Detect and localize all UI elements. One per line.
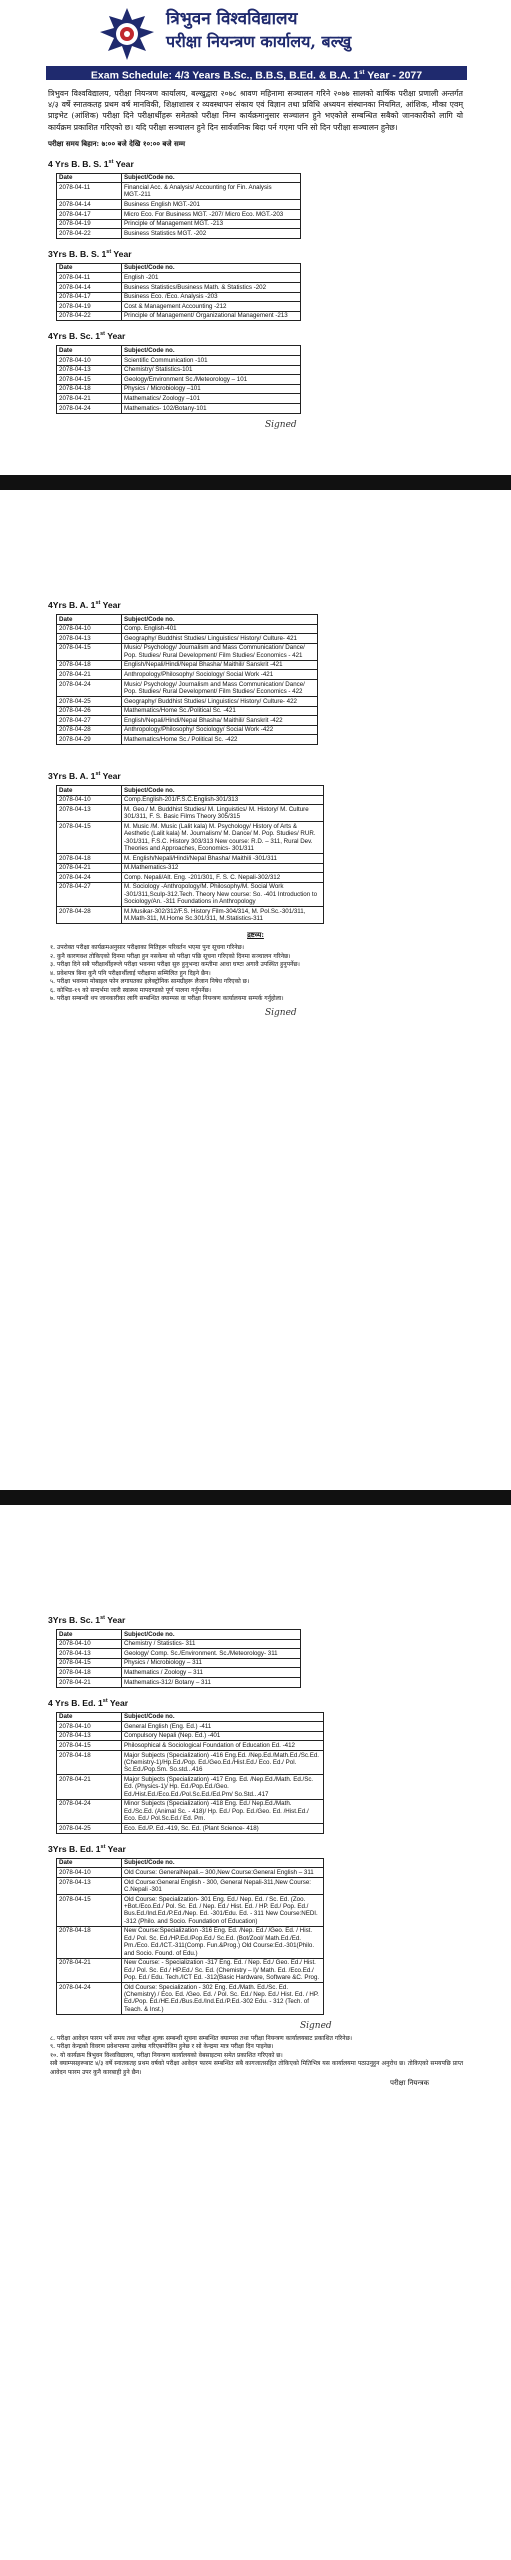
table-row	[57, 292, 301, 302]
exam-date: 2078-04-13	[57, 365, 122, 375]
table-row	[57, 706, 318, 716]
section-title: 3Yrs B. A. 1st Year	[48, 770, 121, 781]
exam-date: 2078-04-13	[57, 634, 122, 644]
exam-date: 2078-04-21	[57, 1958, 122, 1982]
subject-code: Business Statistics MGT. -202	[122, 229, 301, 239]
subject-code: M.Mathematics-312	[122, 863, 324, 873]
subject-code: Chemistry / Statistics- 311	[122, 1639, 301, 1649]
schedule-table	[56, 173, 301, 239]
table-row	[57, 1731, 324, 1741]
exam-date: 2078-04-21	[57, 670, 122, 680]
page-3	[0, 1505, 511, 2560]
table-row	[57, 873, 324, 883]
exam-date: 2078-04-21	[57, 863, 122, 873]
subject-code: English -201	[122, 273, 301, 283]
note-item: ९. परीक्षा केन्द्रको विवरण प्रवेशपत्रमा उल्लेख गरिएबमोजिम हुनेछ र सो केन्द्रमा मात्र परीक्षा दिन पाइनेछ।	[50, 2043, 274, 2051]
exam-date: 2078-04-17	[57, 210, 122, 220]
section-title: 3Yrs B. B. S. 1st Year	[48, 248, 132, 259]
exam-date: 2078-04-10	[57, 1868, 122, 1878]
note-item: १. उपरोक्त परीक्षा कार्यक्रमअनुसार परीक्षाका मितिहरू परिवर्तन भएमा पुनः सूचना गरिनेछ।	[50, 944, 245, 952]
notes-list	[50, 2035, 463, 2078]
note-item: २. कुनै कारणवश तोकिएको दिनमा परीक्षा हुन नसकेमा सो परीक्षा पछि सूचना गरिएको दिनमा सञ्चालन गरिनेछ।	[50, 952, 291, 960]
subject-code: Compulsory Nepali (Nep. Ed.) -401	[122, 1731, 324, 1741]
date-column-header: Date	[57, 1630, 122, 1640]
subject-code: Business English MGT.-201	[122, 200, 301, 210]
signature: Signed	[300, 2020, 332, 2031]
table-row	[57, 1668, 301, 1678]
section-title: 4 Yrs B. Ed. 1st Year	[48, 1697, 129, 1708]
subject-code: Mathematics-312/ Botany – 311	[122, 1677, 301, 1687]
table-row	[57, 384, 301, 394]
table-row	[57, 1639, 301, 1649]
exam-date: 2078-04-10	[57, 624, 122, 634]
office-name: परीक्षा नियन्त्रण कार्यालय, बल्खु	[166, 32, 352, 51]
table-row	[57, 1677, 301, 1687]
exam-date: 2078-04-19	[57, 302, 122, 312]
subject-code: Mathematics/ Zoology –101	[122, 394, 301, 404]
table-row	[57, 907, 324, 924]
controller-title: परीक्षा नियन्त्रक	[390, 2079, 429, 2088]
exam-date: 2078-04-10	[57, 1639, 122, 1649]
subject-code: Business Statistics/Business Math. & Statistics -202	[122, 282, 301, 292]
exam-date: 2078-04-15	[57, 1658, 122, 1668]
note-item: ५. परीक्षा भवनमा मोबाइल फोन लगायतका इलेक्ट्रोनिक सामग्रीहरू लैजान निषेध गरिएको छ।	[50, 978, 250, 986]
subject-code: Comp.English-201/F.S.C.English-301/313	[122, 795, 324, 805]
subject-code: Old Course:General English - 300, General Nepali-311,New Course: C.Nepali -301	[122, 1877, 324, 1894]
exam-date: 2078-04-27	[57, 882, 122, 906]
subject-code: Comp. English-401	[122, 624, 318, 634]
exam-date: 2078-04-18	[57, 853, 122, 863]
schedule-table	[56, 263, 301, 322]
schedule-table	[56, 1858, 324, 2015]
table-row	[57, 716, 318, 726]
table-header-row	[57, 173, 301, 183]
table-row	[57, 210, 301, 220]
subject-code: Mathematics / Zoology – 311	[122, 1668, 301, 1678]
table-row	[57, 311, 301, 321]
exam-date: 2078-04-25	[57, 696, 122, 706]
exam-date: 2078-04-19	[57, 219, 122, 229]
subject-code: Financial Acc. & Analysis/ Accounting for Fin. Analysis MGT.-211	[122, 183, 301, 200]
subject-code: Mathematics/Home Sc./ Political Sc. -422	[122, 735, 318, 745]
table-row	[57, 1649, 301, 1659]
table-row	[57, 624, 318, 634]
table-row	[57, 1658, 301, 1668]
page-2	[0, 490, 511, 1490]
note-item: ६. कोभिड-१९ को सन्दर्भमा जारी स्वास्थ्य मापदण्डको पूर्ण पालना गर्नुपर्नेछ।	[50, 986, 212, 994]
table-header-row	[57, 263, 301, 273]
subject-code: Physics / Microbiology – 311	[122, 1658, 301, 1668]
exam-date: 2078-04-17	[57, 292, 122, 302]
exam-date: 2078-04-24	[57, 873, 122, 883]
exam-date: 2078-04-28	[57, 725, 122, 735]
subject-code: Old Course: GeneralNepali.– 300,New Course:General English – 311	[122, 1868, 324, 1878]
exam-date: 2078-04-11	[57, 183, 122, 200]
table-row	[57, 1824, 324, 1834]
exam-date: 2078-04-18	[57, 384, 122, 394]
section-title: 4Yrs B. Sc. 1st Year	[48, 331, 126, 342]
exam-date: 2078-04-15	[57, 375, 122, 385]
subject-code: Geology/Environment Sc./Meteorology – 101	[122, 375, 301, 385]
subject-code: Principle of Management/ Organizational Management -213	[122, 311, 301, 321]
subject-code: General English (Eng. Ed.) -411	[122, 1722, 324, 1732]
subject-code: Micro Eco. For Business MGT. -207/ Micro Eco. MGT.-203	[122, 210, 301, 220]
subject-code: Chemistry/ Statistics-101	[122, 365, 301, 375]
subject-code: Geography/ Buddhist Studies/ Linguistics/ History/ Culture- 421	[122, 634, 318, 644]
exam-schedule-banner: Exam Schedule: 4/3 Years B.Sc., B.B.S, B.Ed. & B.A. 1st Year - 2077	[46, 66, 467, 80]
subject-code: Mathematics- 102/Botany-101	[122, 403, 301, 413]
subject-code: Philosophical & Sociological Foundation of Education Ed. -412	[122, 1741, 324, 1751]
table-row	[57, 853, 324, 863]
subject-code: M.Musikar-302/312/F.S. History Film-304/314, M. Pol.Sc.-301/311, M.Math-311, M.Home Sc.301/311, M.Statistics-311	[122, 907, 324, 924]
table-row	[57, 725, 318, 735]
exam-date: 2078-04-13	[57, 1731, 122, 1741]
exam-date: 2078-04-14	[57, 282, 122, 292]
subject-column-header: Subject/Code no.	[122, 785, 324, 795]
tribhuvan-university-logo	[96, 6, 158, 66]
exam-date: 2078-04-15	[57, 822, 122, 854]
date-column-header: Date	[57, 1712, 122, 1722]
exam-date: 2078-04-15	[57, 1741, 122, 1751]
table-row	[57, 696, 318, 706]
subject-code: Music/ Psychology/ Journalism and Mass Communication/ Dance/ Pop. Studies/ Rural Development/ Film Studies/ Economics - 422	[122, 679, 318, 696]
table-row	[57, 822, 324, 854]
schedule-table	[56, 785, 324, 924]
exam-date: 2078-04-24	[57, 1982, 122, 2014]
table-row	[57, 302, 301, 312]
exam-date: 2078-04-26	[57, 706, 122, 716]
subject-code: Major Subjects (Specialization) -416 Eng.Ed. /Nep.Ed./Math.Ed./Sc.Ed. (Chemistry-1)/Hp.Ed./Pop. Ed./Geo.Ed./Hist.Ed./ Eco. Ed./ Pol. Sc.Ed./Pop.Sm. So.std...416	[122, 1750, 324, 1774]
subject-code: Anthropology/Philosophy/ Sociology/ Social Work -421	[122, 670, 318, 680]
table-row	[57, 219, 301, 229]
table-row	[57, 805, 324, 822]
subject-column-header: Subject/Code no.	[122, 1858, 324, 1868]
date-column-header: Date	[57, 263, 122, 273]
signature: Signed	[265, 419, 297, 430]
exam-date: 2078-04-15	[57, 643, 122, 660]
table-row	[57, 679, 318, 696]
notes-list	[50, 944, 463, 1004]
subject-code: English/Nepali/Hindi/Nepal Bhasha/ Maithili/ Sanskrit -421	[122, 660, 318, 670]
subject-code: Eco. Ed./P. Ed.-419, Sc. Ed. (Plant Science- 418)	[122, 1824, 324, 1834]
date-column-header: Date	[57, 173, 122, 183]
subject-code: Business Eco. /Eco. Analysis -203	[122, 292, 301, 302]
table-row	[57, 643, 318, 660]
date-column-header: Date	[57, 615, 122, 625]
table-row	[57, 634, 318, 644]
table-row	[57, 1926, 324, 1958]
intro-paragraph: त्रिभुवन विश्वविद्यालय, परीक्षा नियन्त्रण कार्यालय, बल्खुद्वारा २०७८ श्रावण महिनामा सञ्चालन गरिने २०७७ सालको वार्षिक परीक्षा प्रणाली अन्तर्गत ४/३ वर्षे स्नातकतह प्रथम वर्ष मानविकी, शिक्षाशास्त्र र व्यवस्थापन संकाय एवं विज्ञान तथा प्रविधि अध्ययन संस्थानका नियमित, आंशिक, मौका एवम् प्राइभेट (आंशिक) परीक्षा दिने परीक्षार्थीहरू समेतको परीक्षा निम्न कार्यक्रमानुसार सञ्चालन हुने भएकोले सम्बन्धित सबैको जानकारीको लागि यो कार्यक्रम प्रकाशित गरिएको छ। यदि परीक्षा सञ्चालन हुने दिन सार्वजनिक बिदा पर्न गएमा पनि सो दिन परीक्षा सञ्चालन हुनेछ।	[48, 89, 463, 132]
schedule-table	[56, 614, 318, 745]
table-row	[57, 403, 301, 413]
table-row	[57, 1799, 324, 1823]
exam-date: 2078-04-21	[57, 1775, 122, 1799]
note-item: ८. परीक्षा आवेदन फारम भर्ने समय तथा परीक्षा शुल्क सम्बन्धी सूचना सम्बन्धित क्याम्पस तथा परीक्षा नियन्त्रण कार्यालयबाट प्रकाशित गरिनेछ।	[50, 2034, 353, 2042]
subject-code: Old Course: Specialization- 301 Eng. Ed./ Nep. Ed. / Sc. Ed. (Zoo. +Bot./Eco.Ed./ Pol. Sc. Ed. / Nep. Ed./ Hist. Ed. / HP. Ed./ Pop. Ed./ Bus.Ed./Ind.Ed./P.Ed./Nep. Ed. -301/Edu. Ed. - 311 New Course:NEDI. -312 (Philo. and Socio. Foundation of Education)	[122, 1894, 324, 1926]
date-column-header: Date	[57, 785, 122, 795]
note-item: ३. परीक्षा दिने सबै परीक्षार्थीहरूले परीक्षा भवनमा परीक्षा सुरु हुनुभन्दा कम्तीमा आधा घण्टा अगावै उपस्थित हुनुपर्नेछ।	[50, 961, 300, 969]
table-row	[57, 200, 301, 210]
table-header-row	[57, 1630, 301, 1640]
table-row	[57, 1868, 324, 1878]
table-row	[57, 375, 301, 385]
section-title: 4Yrs B. A. 1st Year	[48, 600, 121, 610]
subject-column-header: Subject/Code no.	[122, 346, 301, 356]
exam-date: 2078-04-13	[57, 1877, 122, 1894]
subject-code: Geography/ Buddhist Studies/ Linguistics/ History/ Culture- 422	[122, 696, 318, 706]
page-separator	[0, 475, 511, 490]
section-title: 3Yrs B. Sc. 1st Year	[48, 1615, 126, 1625]
table-row	[57, 735, 318, 745]
note-item: सबै क्याम्पसहरूबाट ४/३ वर्षे स्नातकतह प्रथम वर्षको परीक्षा आवेदन फारम सम्बन्धित सबै कागजातसहित तोकिएको मितिभित्र यस कार्यालयमा पठाउनुहुन अनुरोध छ। तोकिएको समयपछि प्राप्त आवेदन फारम उपर कुनै कारबाही हुने छैन।	[50, 2060, 463, 2076]
exam-date: 2078-04-10	[57, 355, 122, 365]
exam-date: 2078-04-24	[57, 403, 122, 413]
subject-code: M. English/Nepali/Hindi/Nepal Bhasha/ Maithili -301/311	[122, 853, 324, 863]
table-header-row	[57, 1712, 324, 1722]
subject-column-header: Subject/Code no.	[122, 615, 318, 625]
table-header-row	[57, 785, 324, 795]
subject-code: New Course:Specialization -316 Eng. Ed. /Nep. Ed./ /Geo. Ed. / Hist. Ed./ Pol. Sc. Ed./HP.Ed./Pop.Ed./ Sc.Ed. (Bot/Zool/ Math.Ed./Ed. Pm./Eco. Ed./ICT.-311(Comp. Fun.&Prog.) Old Course:Ed.-301(Philo. and Socio. Found. of Edu.)	[122, 1926, 324, 1958]
table-row	[57, 1877, 324, 1894]
subject-code: Mathematics/Home Sc./Political Sc. -421	[122, 706, 318, 716]
exam-time: परीक्षा समय बिहान: ७:०० बजे देखि १०:०० बजे सम्म	[48, 138, 186, 148]
table-row	[57, 273, 301, 283]
notes-heading: द्रष्टव्य:	[247, 930, 264, 940]
exam-date: 2078-04-21	[57, 394, 122, 404]
table-row	[57, 1750, 324, 1774]
exam-date: 2078-04-13	[57, 805, 122, 822]
exam-date: 2078-04-27	[57, 716, 122, 726]
table-row	[57, 282, 301, 292]
table-row	[57, 365, 301, 375]
table-row	[57, 1722, 324, 1732]
subject-code: Major Subjects (Specialization) -417 Eng. Ed. /Nep.Ed./Math. Ed./Sc. Ed. (Physics-1)/ Hp. Ed./Pop.Ed./Geo. Ed./Hist.Ed./Eco.Ed./Pol.Sc.Ed./Ed.Pm/ So.Std...417	[122, 1775, 324, 1799]
exam-date: 2078-04-29	[57, 735, 122, 745]
subject-column-header: Subject/Code no.	[122, 1712, 324, 1722]
subject-column-header: Subject/Code no.	[122, 263, 301, 273]
exam-date: 2078-04-13	[57, 1649, 122, 1659]
page-1	[0, 0, 511, 475]
table-row	[57, 1775, 324, 1799]
table-row	[57, 1982, 324, 2014]
note-item: ४. प्रवेशपत्र बिना कुनै पनि परीक्षार्थीलाई परीक्षामा सम्मिलित हुन दिइने छैन।	[50, 969, 211, 977]
exam-date: 2078-04-24	[57, 679, 122, 696]
page-separator	[0, 1490, 511, 1505]
exam-date: 2078-04-18	[57, 1750, 122, 1774]
subject-code: Scientific Communication -101	[122, 355, 301, 365]
table-row	[57, 183, 301, 200]
schedule-table	[56, 1629, 301, 1688]
exam-date: 2078-04-10	[57, 1722, 122, 1732]
table-row	[57, 355, 301, 365]
table-row	[57, 660, 318, 670]
org-name: त्रिभुवन विश्वविद्यालय	[166, 9, 298, 29]
subject-code: M. Geo./ M. Buddhist Studies/ M. Linguistics/ M. History/ M. Culture 301/311, F. S. Basic Films Theory 305/315	[122, 805, 324, 822]
note-item: १०. यो कार्यक्रम त्रिभुवन विश्वविद्यालय, परीक्षा नियन्त्रण कार्यालयको वेबसाइटमा समेत प्रकाशित गरिएको छ।	[50, 2051, 283, 2059]
table-row	[57, 1894, 324, 1926]
table-row	[57, 882, 324, 906]
signature: Signed	[265, 1007, 297, 1018]
subject-code: Physics / Microbiology –101	[122, 384, 301, 394]
table-row	[57, 863, 324, 873]
subject-code: Principle of Management MGT. -213	[122, 219, 301, 229]
document-header	[0, 0, 511, 82]
subject-code: M. Sociology -Anthropology/M. Philosophy/M. Social Work -301/311,Sculp-312.Tech. Theory New course: So. -401 Introduction to Sociology/An. -311 Foundations in Anthropology	[122, 882, 324, 906]
table-header-row	[57, 346, 301, 356]
subject-code: Old Course: Specialization - 302 Eng. Ed./Math. Ed./Sc. Ed. (Chemistry) / Eco. Ed. /Geo. Ed. / Pol. Sc. Ed./ Nep. Ed./ Hist. Ed. / HP. Ed./Pop. Ed./HE.Ed./Bus.Ed./Ind.Ed./P.Ed.-302 Edu. - 312 (Tech. of Teach. & Inst.)	[122, 1982, 324, 2014]
exam-date: 2078-04-15	[57, 1894, 122, 1926]
table-row	[57, 795, 324, 805]
table-row	[57, 1741, 324, 1751]
exam-date: 2078-04-14	[57, 200, 122, 210]
exam-date: 2078-04-22	[57, 311, 122, 321]
exam-date: 2078-04-21	[57, 1677, 122, 1687]
section-title: 3Yrs B. Ed. 1st Year	[48, 1843, 126, 1854]
exam-date: 2078-04-22	[57, 229, 122, 239]
note-item: ७. परीक्षा सम्बन्धी थप जानकारीका लागि सम्बन्धित क्याम्पस वा परीक्षा नियन्त्रण कार्यालयमा सम्पर्क गर्नुहोला।	[50, 995, 284, 1003]
exam-date: 2078-04-25	[57, 1824, 122, 1834]
table-row	[57, 1958, 324, 1982]
subject-code: M. Music /M. Music (Lalit kala) M. Psychology/ History of Arts & Aesthetic (Lalit kala) M. Journalism/ M. Dance/ M. Pop. Studies/ RUR. -301/311, F.S.C. History 303/313 New course: R.D. – 311, Rural Dev. Theories and Approaches, Economics- 301/311	[122, 822, 324, 854]
subject-code: Anthropology/Philosophy/ Sociology/ Social Work -422	[122, 725, 318, 735]
subject-code: New Course: - Specialization -317 Eng. Ed. / Nep. Ed./ Geo. Ed./ Hist. Ed./ Pol. Sc. Ed./ HP.Ed./ Sc. Ed. (Chemistry – I)/ Math. Ed. /Eco.Ed./ Pop. Ed./ Edu. Tech./ICT Ed. -312(Basic Hardware, Software &C. Prog.	[122, 1958, 324, 1982]
subject-code: Minor Subjects (Specialization) -418 Eng. Ed./ Nep.Ed./Math. Ed./Sc.Ed. (Animal Sc. - 418)/ Hp. Ed./ Pop. Ed./Geo. Ed. /Hist.Ed./ Eco. Ed./ Pol.Sc.Ed./ Ed. Pm.	[122, 1799, 324, 1823]
subject-code: Comp. Nepali/Alt. Eng. -201/301, F. S. C. Nepali-302/312	[122, 873, 324, 883]
subject-column-header: Subject/Code no.	[122, 1630, 301, 1640]
exam-date: 2078-04-10	[57, 795, 122, 805]
exam-date: 2078-04-18	[57, 1926, 122, 1958]
table-row	[57, 229, 301, 239]
section-title: 4 Yrs B. B. S. 1st Year	[48, 158, 134, 169]
schedule-table	[56, 1712, 324, 1834]
exam-date: 2078-04-18	[57, 1668, 122, 1678]
table-header-row	[57, 1858, 324, 1868]
exam-date: 2078-04-24	[57, 1799, 122, 1823]
exam-date: 2078-04-18	[57, 660, 122, 670]
subject-code: Cost & Management Accounting -212	[122, 302, 301, 312]
subject-code: English/Nepali/Hindi/Nepal Bhasha/ Maithili/ Sanskrit -422	[122, 716, 318, 726]
table-row	[57, 394, 301, 404]
subject-column-header: Subject/Code no.	[122, 173, 301, 183]
table-header-row	[57, 615, 318, 625]
exam-date: 2078-04-28	[57, 907, 122, 924]
table-row	[57, 670, 318, 680]
schedule-table	[56, 345, 301, 413]
subject-code: Music/ Psychology/ Journalism and Mass Communication/ Dance/ Pop. Studies/ Rural Development/ Film Studies/ Economics - 421	[122, 643, 318, 660]
date-column-header: Date	[57, 1858, 122, 1868]
subject-code: Geology/ Comp. Sc./Environment. Sc./Meteorology- 311	[122, 1649, 301, 1659]
exam-date: 2078-04-11	[57, 273, 122, 283]
date-column-header: Date	[57, 346, 122, 356]
